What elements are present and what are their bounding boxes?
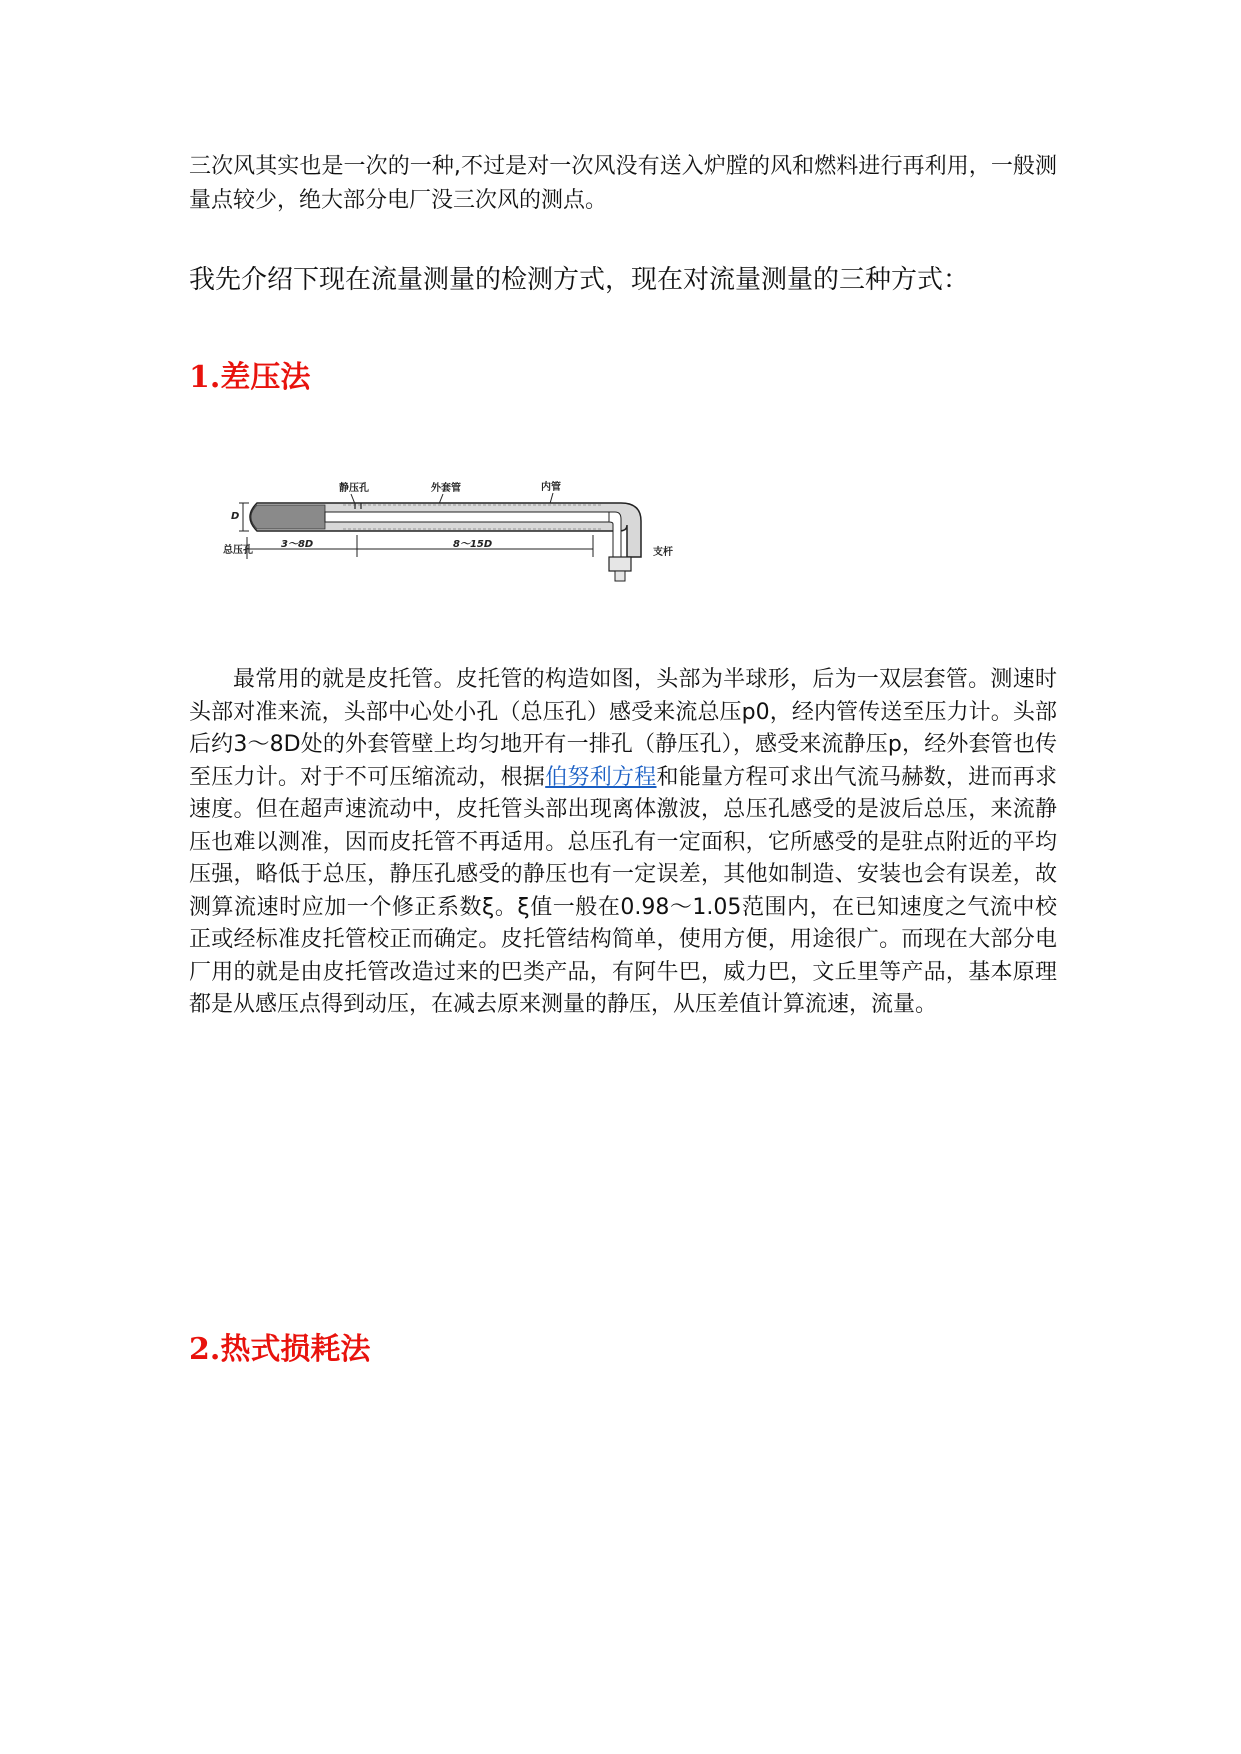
paragraph-methods: 我先介绍下现在流量测量的检测方式，现在对流量测量的三种方式： bbox=[189, 265, 970, 295]
label-support: 支杆 bbox=[653, 547, 673, 558]
paragraph-pitot-tube bbox=[189, 664, 1057, 1022]
bernoulli-equation-link[interactable]: 伯努利方程 bbox=[545, 764, 657, 790]
label-static-hole: 静压孔 bbox=[339, 483, 369, 494]
label-d: D bbox=[231, 511, 240, 522]
pitot-text-part-2: 和能量方程可求出气流马赫数，进而再求速度。但在超声速流动中，皮托管头部出现离体激波，总压孔感受的是波后总压，来流静压也难以测准，因而皮托管不再适用。总压孔有一定面积，它所感受的是驻点附近的平均压强，略低于总压，静压孔感受的静压也有一定误差，其他如制造、安装也会有误差，故测算流速时应加一个修正系数ξ。ξ值一般在0.98～1.05范围内，在已知速度之气流中校正或经标准皮托管校正而确定。皮托管结构简单，使用方便，用途很广。而现在大部分电厂用的就是由皮托管改造过来的巴类产品，有阿牛巴，威力巴，文丘里等产品，基本原理都是从感压点得到动压，在减去原来测量的静压，从压差值计算流速，流量。 bbox=[189, 764, 1057, 1017]
label-inner-tube: 内管 bbox=[541, 482, 561, 493]
label-dim-2: 8～15D bbox=[453, 539, 493, 550]
pitot-tube-diagram bbox=[223, 479, 695, 589]
label-outer-tube: 外套管 bbox=[431, 483, 461, 494]
paragraph-intro: 三次风其实也是一次的一种,不过是对一次风没有送入炉膛的风和燃料进行再利用，一般测量点较少，绝大部分电厂没三次风的测点。 bbox=[189, 154, 1057, 213]
label-dim-1: 3～8D bbox=[281, 539, 314, 550]
label-total-hole: 总压孔 bbox=[223, 545, 253, 556]
heading-thermal-loss: 2.热式损耗法 bbox=[189, 1332, 371, 1367]
heading-differential-pressure: 1.差压法 bbox=[189, 360, 311, 395]
pitot-text-part-1: 最常用的就是皮托管。皮托管的构造如图，头部为半球形，后为一双层套管。测速时头部对准来流，头部中心处小孔（总压孔）感受来流总压p0，经内管传送至压力计。头部后约3～8D处的外套管壁上均匀地开有一排孔（静压孔），感受来流静压p，经外套管也传至压力计。对于不可压缩流动，根据 bbox=[189, 667, 1057, 790]
